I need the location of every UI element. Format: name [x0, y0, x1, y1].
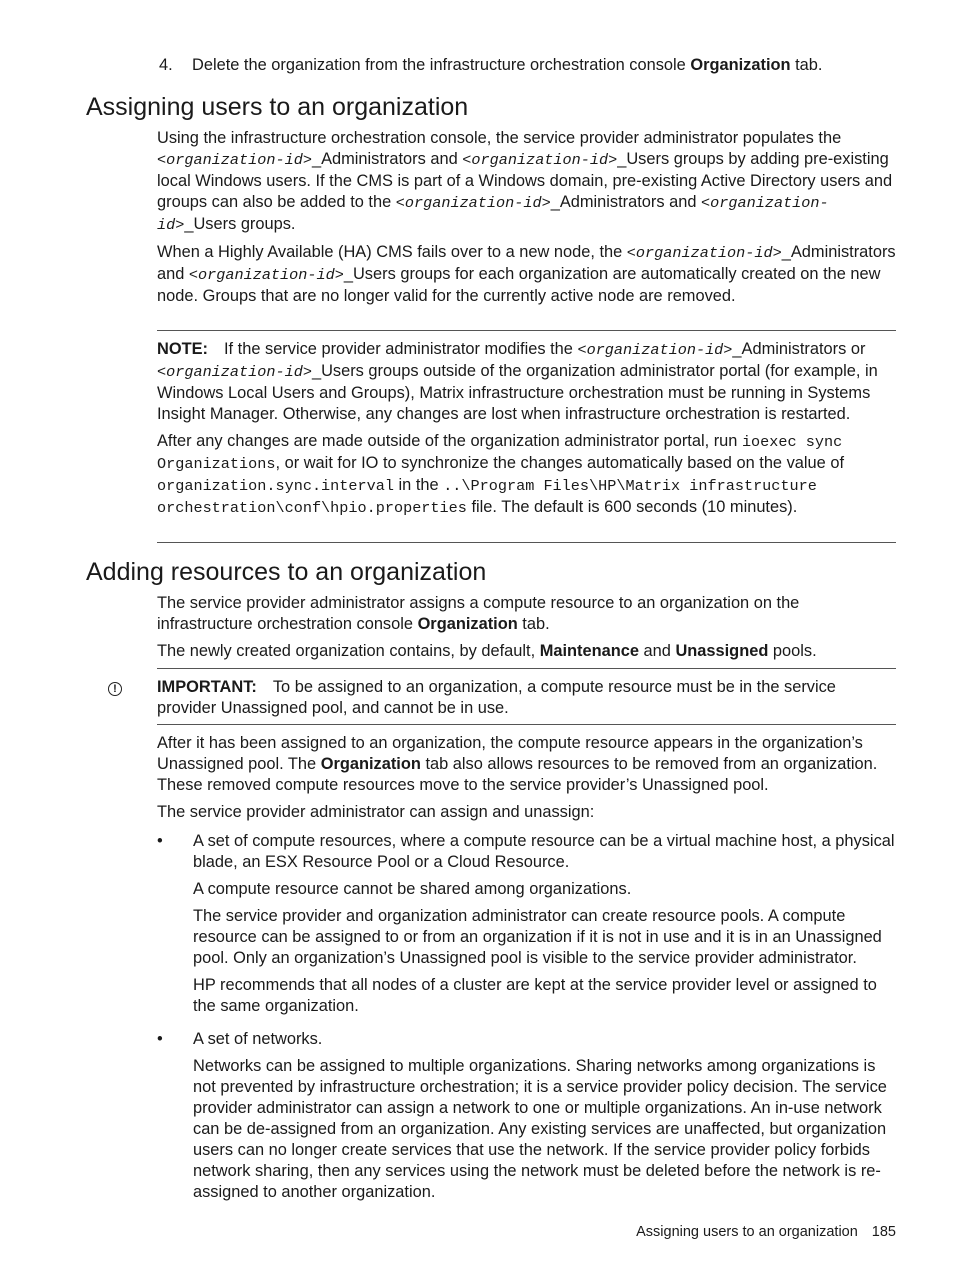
page-number: 185 [871, 1224, 896, 1240]
bullet1-paragraph-2: A compute resource cannot be shared among organizations. [193, 880, 632, 898]
note-box [157, 339, 897, 525]
bullet-marker: • [157, 1030, 163, 1048]
properties-path: ..\Program Files\HP\Matrix infrastructure orchestration\conf\hpio.properties [157, 477, 817, 517]
section2-paragraph-1: The service provider administrator assigns a compute resource to an organization on the infrastructure orchestration console Organization tab. [157, 594, 800, 633]
sync-command: ioexec sync Organizations [157, 433, 843, 473]
bullet2-paragraph-1: A set of networks. [193, 1030, 323, 1048]
bullet2-paragraph-2: Networks can be assigned to multiple organizations. Sharing networks among organizations is not prevented by infrastructure orchestration; it is a service provider policy decision. The service provider administrator can assign a network to one or multiple organizations. An in-use network can be de-assigned from an organization. Any existing services are unaffected, but organization users can no longer create services that use the network. If the service provider policy forbids network sharing, then any services using the network must be deleted before the network is re-assigned to another organization. [193, 1057, 887, 1201]
note-bottom-rule [157, 542, 896, 543]
bullet1-paragraph-1: A set of compute resources, where a compute resource can be a virtual machine host, a physical blade, an ESX Resource Pool or a Cloud Resource. [193, 832, 895, 871]
note-paragraph: NOTE: If the service provider administrator modifies the <organization-id>_Administrators or <organization-id>_Users groups outside of the organization administrator portal (for example, in Windows Local Users and Groups), Matrix infrastructure orchestration must be running in Systems Insight Manager. Otherwise, any changes are lost when infrastructure orchestration is restarted. [157, 340, 878, 423]
important-paragraph: IMPORTANT: To be assigned to an organization, a compute resource must be in the service provider Unassigned pool, and cannot be in use. [157, 678, 836, 717]
section2-paragraph-2: The newly created organization contains, by default, Maintenance and Unassigned pools. [157, 642, 817, 660]
step-text: Delete the organization from the infrastructure orchestration console [192, 56, 691, 74]
step-text-end: tab. [790, 56, 823, 74]
section2-paragraph-4: The service provider administrator can assign and unassign: [157, 803, 595, 821]
section1-body [157, 128, 897, 313]
step-bold: Organization [690, 56, 791, 74]
section-heading-adding-resources: Adding resources to an organization [86, 558, 487, 586]
bullet1-paragraph-4: HP recommends that all nodes of a cluster are kept at the service provider level or assigned to the same organization. [193, 976, 877, 1015]
section-heading-assigning-users: Assigning users to an organization [86, 93, 469, 121]
bullet-marker: • [157, 832, 163, 850]
important-bottom-rule [157, 724, 896, 725]
footer-title: Assigning users to an organization [636, 1224, 858, 1240]
page-footer [636, 1222, 896, 1243]
important-box [157, 677, 897, 725]
list-item-networks [157, 1029, 897, 1209]
sync-property: organization.sync.interval [157, 477, 394, 495]
section1-paragraph-2: When a Highly Available (HA) CMS fails over to a new node, the <organization-id>_Administrators and <organization-id>_Users groups for each organization are automatically created on the new node. Groups that are no longer valid for the currently active node are removed. [157, 243, 896, 305]
bullet1-paragraph-3: The service provider and organization administrator can create resource pools. A compute resource can be assigned to or from an organization if it is not in use and it is in an Unassigned pool. Only an organization’s Unassigned pool is visible to the service provider administrator. [193, 907, 882, 967]
step-4 [159, 55, 899, 76]
step-number: 4. [159, 56, 173, 74]
list-item-compute-resources [157, 831, 897, 1023]
important-top-rule [157, 668, 896, 669]
important-icon: ! [108, 682, 122, 696]
note-top-rule [157, 330, 896, 331]
section1-paragraph-1: Using the infrastructure orchestration console, the service provider administrator populates the <organization-id>_Administrators and <organization-id>_Users groups by adding pre-existing local Windows users. If the CMS is part of a Windows domain, pre-existing Active Directory users and groups can also be added to the <organization-id>_Administrators and <organization-id>_Users groups. [157, 129, 893, 234]
important-label: IMPORTANT: [157, 678, 257, 696]
section2-body [157, 733, 897, 829]
section2-paragraph-3: After it has been assigned to an organization, the compute resource appears in the organization’s Unassigned pool. The Organization tab also allows resources to be removed from an organization. These removed compute resources move to the service provider’s Unassigned pool. [157, 734, 878, 794]
note-label: NOTE: [157, 340, 208, 358]
section2-intro [157, 593, 897, 668]
note-sync-paragraph: After any changes are made outside of the organization administrator portal, run ioexec sync Organizations, or wait for IO to synchronize the changes automatically based on the value of organization.sync.interval in the ..\Program Files\HP\Matrix infrastructure orchestration\conf\hpio.properties file. The default is 600 seconds (10 minutes). [157, 432, 845, 517]
